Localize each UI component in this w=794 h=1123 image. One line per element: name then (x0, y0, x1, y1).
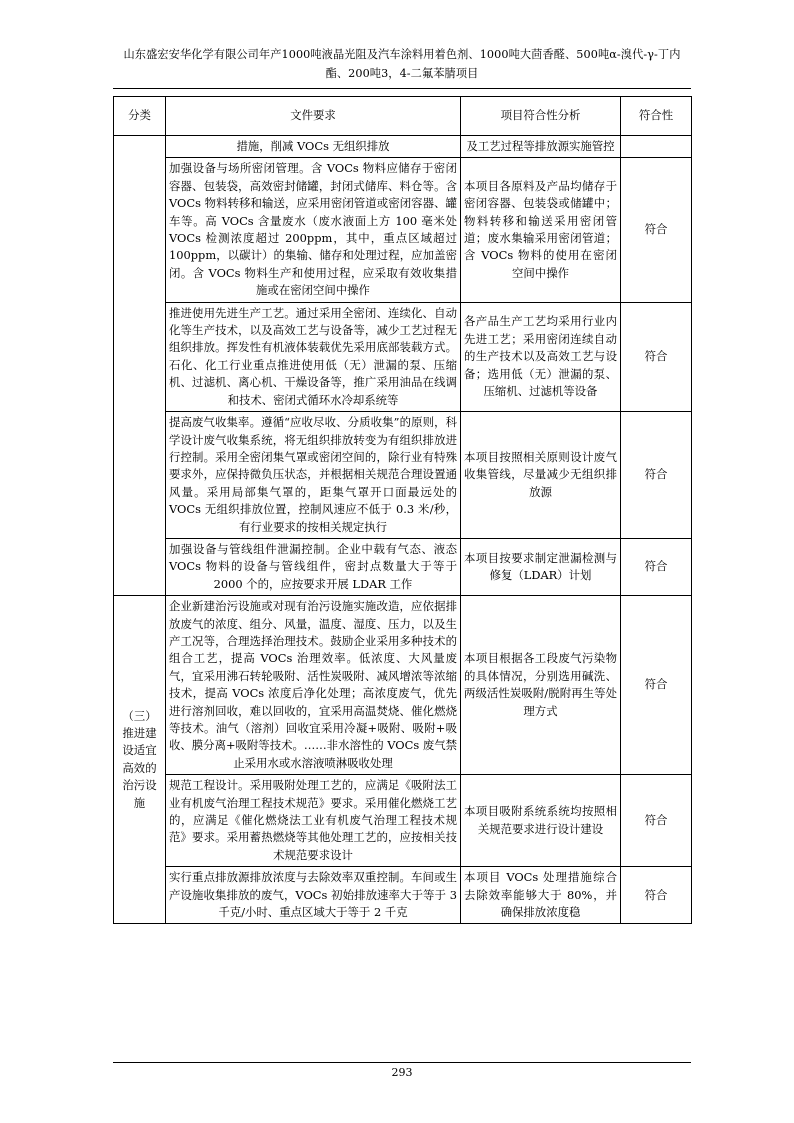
compliance-cell: 符合 (621, 596, 692, 775)
compliance-table (113, 96, 692, 924)
compliance-table-wrapper (113, 96, 691, 924)
category-cell-section-three: （三）推进建设适宜高效的治污设施 (114, 596, 166, 924)
compliance-cell: 符合 (621, 867, 692, 924)
requirement-cell: 规范工程设计。采用吸附处理工艺的，应满足《吸附法工业有机废气治理工程技术规范》要求。采用催化燃烧工艺的，应满足《催化燃烧法工业有机废气治理工程技术规范》要求。采用蓄热燃烧等其他处理工艺的，应按相关技术规范要求设计 (166, 775, 461, 867)
analysis-cell: 及工艺过程等排放源实施管控 (461, 136, 621, 158)
table-row (114, 775, 692, 867)
analysis-cell: 本项目 VOCs 处理措施综合去除效率能够大于 80%，并确保排放浓度稳 (461, 867, 621, 924)
analysis-cell: 本项目各原料及产品均储存于密闭容器、包装袋或储罐中；物料转移和输送采用密闭管道；废水集输采用密闭管道；含 VOCs 物料的使用在密闭空间中操作 (461, 158, 621, 302)
table-row (114, 302, 692, 411)
compliance-cell: 符合 (621, 302, 692, 411)
running-header: 山东盛宏安华化学有限公司年产1000吨液晶光阻及汽车涂料用着色剂、1000吨大茴香醛、500吨α-溴代-γ-丁内酯、200吨3，4-二氟苯腈项目 (123, 48, 681, 80)
compliance-cell: 符合 (621, 538, 692, 595)
analysis-cell: 各产品生产工艺均采用行业内先进工艺；采用密闭连续自动的生产技术以及高效工艺与设备；选用低（无）泄漏的泵、压缩机、过滤机等设备 (461, 302, 621, 411)
requirement-cell: 加强设备与场所密闭管理。含 VOCs 物料应储存于密闭容器、包装袋，高效密封储罐，封闭式储库、料仓等。含 VOCs 物料转移和输送，应采用密闭管道或密闭容器、罐车等。高 VOCs 含量废水（废水液面上方 100 毫米处 VOCs 检测浓度超过 200ppm，其中，重点区域超过 100ppm，以碳计）的集输、储存和处理过程，应加盖密闭。含 VOCs 物料生产和使用过程，应采取有效收集措施或在密闭空间中操作 (166, 158, 461, 302)
compliance-cell: 符合 (621, 158, 692, 302)
requirement-cell: 实行重点排放源排放浓度与去除效率双重控制。车间或生产设施收集排放的废气，VOCs 初始排放速率大于等于 3 千克/小时、重点区域大于等于 2 千克 (166, 867, 461, 924)
column-header-requirement: 文件要求 (166, 97, 461, 136)
column-header-category: 分类 (114, 97, 166, 136)
table-row (114, 158, 692, 302)
compliance-cell: 符合 (621, 775, 692, 867)
page-number: 293 (391, 1066, 413, 1079)
compliance-cell (621, 136, 692, 158)
requirement-cell: 推进使用先进生产工艺。通过采用全密闭、连续化、自动化等生产技术，以及高效工艺与设备等，减少工艺过程无组织排放。挥发性有机液体装载优先采用底部装载方式。石化、化工行业重点推进使用低（无）泄漏的泵、压缩机、过滤机、离心机、干燥设备等，推广采用油品在线调和技术、密闭式循环水冷却系统等 (166, 302, 461, 411)
table-row (114, 136, 692, 158)
table-row (114, 867, 692, 924)
analysis-cell: 本项目按要求制定泄漏检测与修复（LDAR）计划 (461, 538, 621, 595)
requirement-cell: 措施，削减 VOCs 无组织排放 (166, 136, 461, 158)
analysis-cell: 本项目按照相关原则设计废气收集管线，尽量减少无组织排放源 (461, 412, 621, 539)
column-header-compliance: 符合性 (621, 97, 692, 136)
footer-divider (113, 1062, 691, 1063)
table-header-row (114, 97, 692, 136)
analysis-cell: 本项目吸附系统系统均按照相关规范要求进行设计建设 (461, 775, 621, 867)
column-header-analysis: 项目符合性分析 (461, 97, 621, 136)
table-row (114, 538, 692, 595)
compliance-cell: 符合 (621, 412, 692, 539)
requirement-cell: 企业新建治污设施或对现有治污设施实施改造，应依据排放废气的浓度、组分、风量，温度、湿度、压力，以及生产工况等，合理选择治理技术。鼓励企业采用多种技术的组合工艺，提高 VOCs 治理效率。低浓度、大风量废气，宜采用沸石转轮吸附、活性炭吸附、减风增浓等浓缩技术，提高 VOCs 浓度后净化处理；高浓度废气，优先进行溶剂回收，难以回收的，宜采用高温焚烧、催化燃烧等技术。油气（溶剂）回收宜采用冷凝+吸附、吸附+吸收、膜分离+吸附等技术。……非水溶性的 VOCs 废气禁止采用水或水溶液喷淋吸收处理 (166, 596, 461, 775)
requirement-cell: 提高废气收集率。遵循“应收尽收、分质收集”的原则，科学设计废气收集系统，将无组织排放转变为有组织排放进行控制。采用全密闭集气罩或密闭空间的，除行业有特殊要求外，应保持微负压状态，并根据相关规范合理设置通风量。采用局部集气罩的，距集气罩开口面最远处的 VOCs 无组织排放位置，控制风速应不低于 0.3 米/秒，有行业要求的按相关规定执行 (166, 412, 461, 539)
analysis-cell: 本项目根据各工段废气污染物的具体情况，分别选用碱洗、两级活性炭吸附/脱附再生等处理方式 (461, 596, 621, 775)
header-divider (113, 88, 691, 89)
category-cell-continuation (114, 136, 166, 596)
table-row (114, 412, 692, 539)
table-row (114, 596, 692, 775)
requirement-cell: 加强设备与管线组件泄漏控制。企业中载有气态、液态 VOCs 物料的设备与管线组件，密封点数量大于等于 2000 个的，应按要求开展 LDAR 工作 (166, 538, 461, 595)
